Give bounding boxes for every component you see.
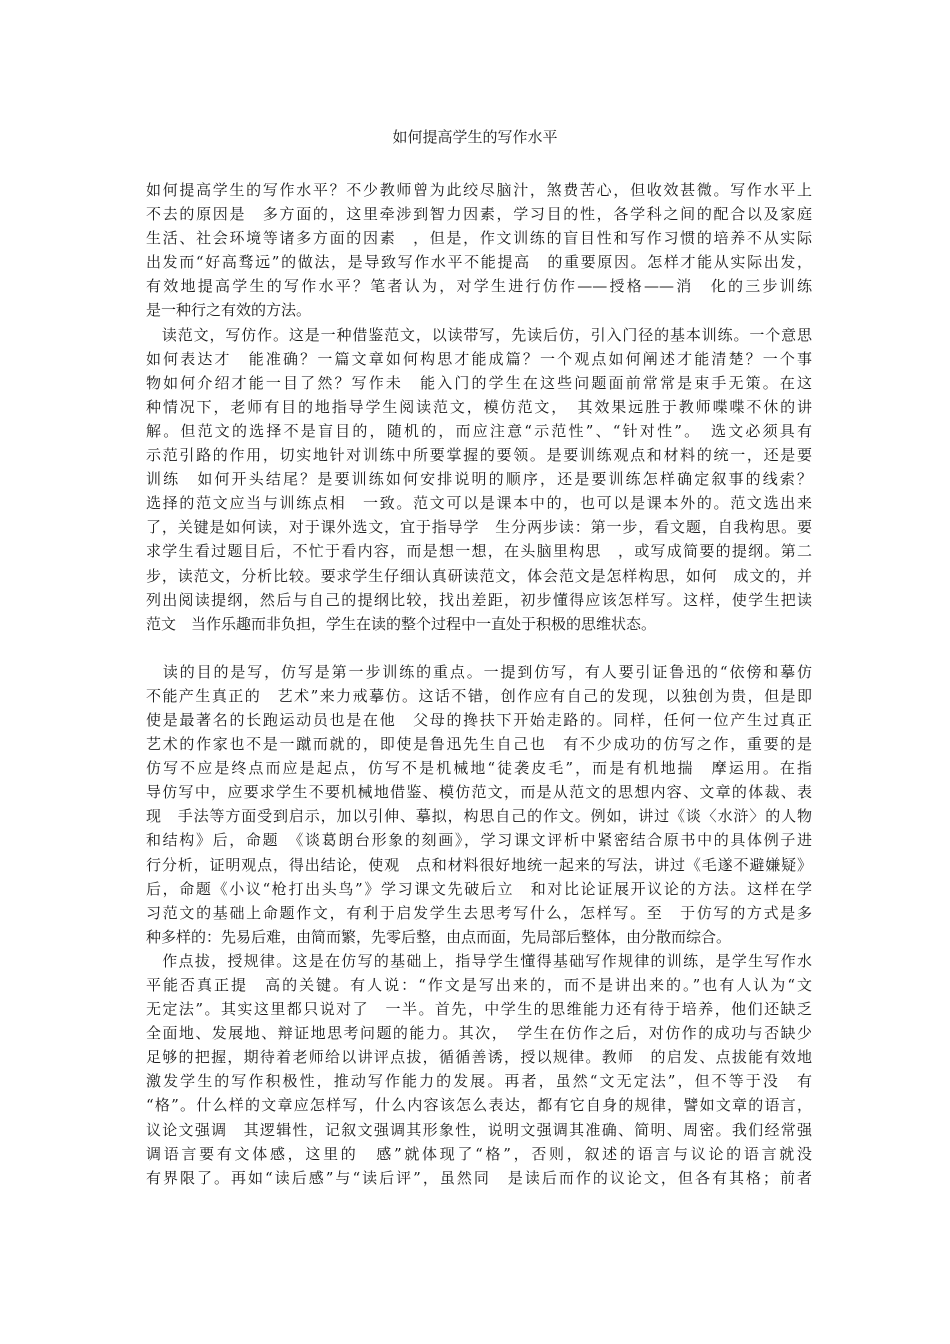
text-line: 有界限了。再如“读后感”与“读后评”，虽然同 是读后而作的议论文，但各有其格；前者: [146, 1168, 812, 1187]
text-line: 仿写不应是终点而应是起点，仿写不是机械地“徒袭皮毛”，而是有机地揣 摩运用。在指: [146, 759, 812, 778]
text-line: 求学生看过题目后，不忙于看内容，而是想一想，在头脑里构思 ，或写成简要的提纲。第二: [146, 542, 812, 561]
text-line: 出发而“好高骛远”的做法，是导致写作水平不能提高 的重要原因。怎样才能从实际出发，: [146, 253, 812, 272]
text-line: 现 手法等方面受到启示，加以引伸、摹拟，构思自己的作文。例如，讲过《谈〈水浒〉的人物: [146, 807, 812, 826]
text-line: 训练 如何开头结尾？是要训练如何安排说明的顺序，还是要训练怎样确定叙事的线索？: [146, 470, 812, 489]
document-title: 如何提高学生的写作水平: [392, 128, 558, 146]
text-line: 如何提高学生的写作水平？不少教师曾为此绞尽脑汁，煞费苦心，但收效甚微。写作水平上: [146, 181, 812, 199]
text-line: 导仿写中，应要求学生不要机械地借鉴、模仿范文，而是从范文的思想内容、文章的体裁、表: [146, 783, 812, 802]
text-line: 种多样的：先易后难，由简而繁，先零后整，由点而面，先局部后整体，由分散而综合。: [146, 927, 732, 946]
text-line: 后，命题《小议“枪打出头鸟”》学习课文先破后立 和对比论证展开议论的方法。这样在学: [146, 879, 812, 898]
text-line: 无定法”。其实这里都只说对了 一半。首先，中学生的思维能力还有待于培养，他们还缺乏: [146, 1000, 812, 1019]
text-line: 读的目的是写，仿写是第一步训练的重点。一提到仿写，有人要引证鲁迅的“依傍和摹仿: [146, 662, 812, 681]
text-line: 行分析，证明观点，得出结论，使观 点和材料很好地统一起来的写法，讲过《毛遂不避嫌疑》: [146, 855, 812, 874]
text-line: 习范文的基础上命题作文，有利于启发学生去思考写什么，怎样写。至 于仿写的方式是多: [146, 903, 812, 922]
text-line: 范文 当作乐趣而非负担，学生在读的整个过程中一直处于积极的思维状态。: [146, 614, 657, 633]
text-line: 足够的把握，期待着老师给以讲评点拔，循循善诱，授以规律。教师 的启发、点拔能有效地: [146, 1048, 812, 1067]
document-body: [146, 178, 812, 1190]
text-line: 使是最著名的长跑运动员也是在他 父母的搀扶下开始走路的。同样，任何一位产生过真正: [146, 710, 812, 729]
text-line: 不去的原因是 多方面的，这里牵涉到智力因素，学习目的性，各学科之间的配合以及家庭: [146, 205, 812, 224]
text-line: 不能产生真正的 艺术”来力戒摹仿。这话不错，创作应有自己的发现，以独创为贵，但是即: [146, 686, 812, 705]
text-line: 和结构》后，命题 《谈葛朗台形象的刻画》，学习课文评析中紧密结合原书中的具体例子进: [146, 831, 812, 850]
text-line: 示范引路的作用，切实地针对训练中所要掌握的要领。是要训练观点和材料的统一，还是要: [146, 446, 812, 465]
text-line: 解。但范文的选择不是盲目的，随机的，而应注意“示范性”、“针对性”。 选文必须具有: [146, 421, 812, 440]
text-line: 选择的范文应当与训练点相 一致。范文可以是课本中的，也可以是课本外的。范文选出来: [146, 494, 812, 513]
text-line: 议论文强调 其逻辑性，记叙文强调其形象性，说明文强调其准确、简明、周密。我们经常强: [146, 1120, 812, 1139]
text-line: 是一种行之有效的方法。: [146, 301, 312, 320]
text-line: 生活、社会环境等诸多方面的因素 ，但是，作文训练的盲目性和写作习惯的培养不从实际: [146, 229, 812, 248]
paragraph-gap: [146, 636, 812, 660]
text-line: 艺术的作家也不是一蹴而就的，即使是鲁迅先生自己也 有不少成功的仿写之作，重要的是: [146, 735, 812, 754]
text-line: 种情况下，老师有目的地指导学生阅读范文，模仿范文， 其效果远胜于教师喋喋不休的讲: [146, 397, 812, 416]
text-line: 步，读范文，分析比较。要求学生仔细认真研读范文，体会范文是怎样构思，如何 成文的，并: [146, 566, 812, 585]
text-line: 平能否真正提 高的关键。有人说：“作文是写出来的，而不是讲出来的。”也有人认为“文: [146, 976, 812, 994]
text-line: 了，关键是如何读，对于课外选文，宜于指导学 生分两步读：第一步，看文题，自我构思。要: [146, 518, 812, 537]
text-line: “格”。什么样的文章应怎样写，什么内容该怎么表达，都有它自身的规律，譬如文章的语言，: [146, 1096, 812, 1115]
text-line: 激发学生的写作积极性，推动写作能力的发展。再者，虽然“文无定法”，但不等于没 有: [146, 1072, 812, 1091]
text-line: 有效地提高学生的写作水平？笔者认为，对学生进行仿作——授格——消 化的三步训练: [146, 277, 812, 296]
text-line: 作点拔，授规律。这是在仿写的基础上，指导学生懂得基础写作规律的训练，是学生写作水: [146, 951, 812, 970]
text-line: 物如何介绍才能一目了然？写作未 能入门的学生在这些问题面前常常是束手无策。在这: [146, 373, 812, 392]
text-line: 读范文，写仿作。这是一种借鉴范文，以读带写，先读后仿，引入门径的基本训练。一个意思: [146, 325, 812, 344]
text-line: 全面地、发展地、辩证地思考问题的能力。其次， 学生在仿作之后，对仿作的成功与否缺少: [146, 1024, 812, 1043]
text-line: 调语言要有文体感，这里的 感”就体现了“格”，否则，叙述的语言与议论的语言就没: [146, 1144, 812, 1163]
text-line: 如何表达才 能准确？一篇文章如何构思才能成篇？一个观点如何阐述才能清楚？一个事: [146, 349, 812, 368]
text-line: 列出阅读提纲，然后与自己的提纲比较，找出差距，初步懂得应该怎样写。这样，使学生把读: [146, 590, 812, 609]
